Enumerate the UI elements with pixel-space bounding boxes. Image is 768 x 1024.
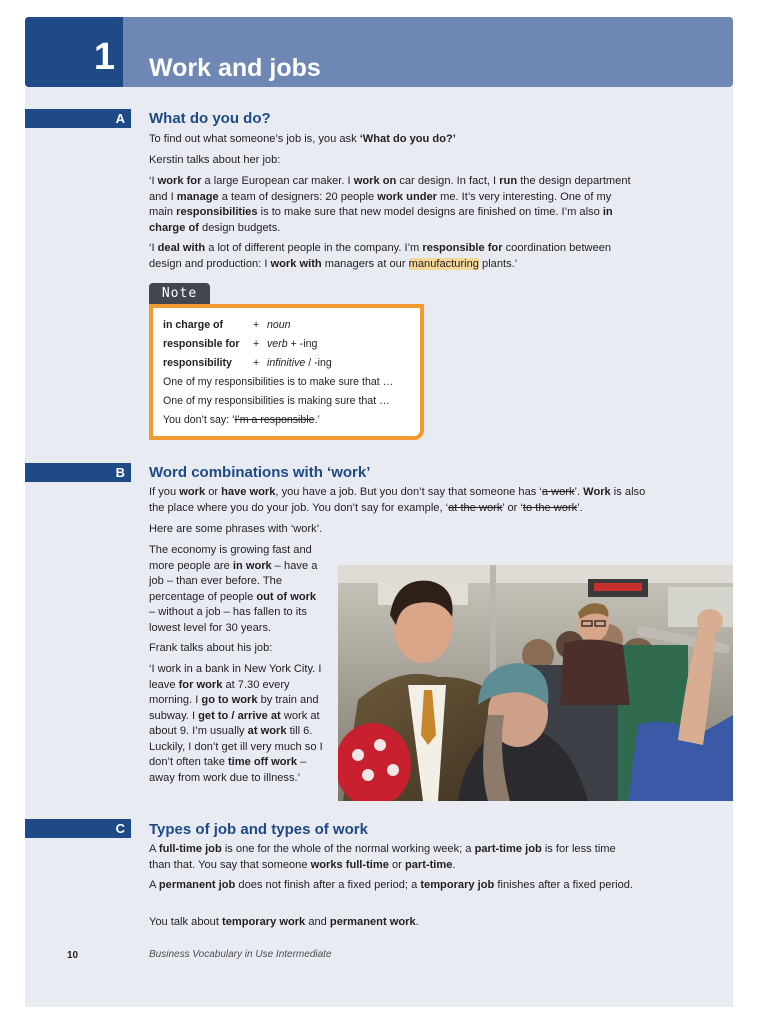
note-example: One of my responsibilities is to make sure that …	[163, 376, 394, 388]
unit-title: Work and jobs	[149, 54, 321, 82]
page-number: 10	[67, 950, 79, 961]
note-row: in charge of + noun	[163, 319, 291, 331]
section-c-tab	[25, 819, 131, 838]
section-a-quote-1: ‘I work for a large European car maker. I work on car design. In fact, I run the design department and I manage a team of designers: 20 people work under me. It’s very interesting. One of my main responsibilities is to make sure that new model designs are finished on time. I’m also in charge of design budgets.	[149, 175, 631, 234]
unit-header	[25, 17, 733, 87]
section-a-paragraph-1: To find out what someone’s job is, you ask ‘What do you do?’	[149, 133, 456, 145]
section-c-paragraph-2: A permanent job does not finish after a fixed period; a temporary job finishes after a fixed period.	[149, 879, 634, 891]
section-a-letter: A	[115, 111, 125, 126]
note-row: responsibility + infinitive / -ing	[163, 357, 332, 369]
section-b-paragraph-3: The economy is growing fast and more people are in work – have a job – than ever before. The percentage of people out of work – without a job – has fallen to its lowest level for 30 years.	[149, 544, 318, 634]
section-c-letter: C	[115, 821, 125, 836]
section-c-title: Types of job and types of work	[149, 821, 368, 838]
section-b-title: Word combinations with ‘work’	[149, 464, 371, 481]
section-c-paragraph-3: You talk about temporary work and permanent work.	[149, 916, 419, 928]
note-box	[149, 304, 424, 440]
section-a-tab	[25, 109, 131, 128]
note-example: One of my responsibilities is making sure that …	[163, 395, 390, 407]
section-a-title: What do you do?	[149, 110, 271, 127]
section-b-paragraph-4: Frank talks about his job:	[149, 642, 273, 654]
highlighted-word: manufacturing	[408, 257, 479, 270]
section-c-paragraph-1: A full-time job is one for the whole of the normal working week; a part-time job is for less time than that. You say that someone works full-time or part-time.	[149, 843, 616, 871]
note-row: responsible for + verb + -ing	[163, 338, 318, 350]
section-b-paragraph-1: If you work or have work, you have a job. But you don’t say that someone has ‘a work’. Work is also the place where you do your job. You don’t say for example, ‘at the work’ or ‘to the work’.	[149, 486, 646, 514]
note-label: Note	[149, 283, 210, 304]
section-b-tab	[25, 463, 131, 482]
section-a-paragraph-2: Kerstin talks about her job:	[149, 154, 281, 166]
section-b-quote: ‘I work in a bank in New York City. I leave for work at 7.30 every morning. I go to work by train and subway. I get to / arrive at work at about 9. I’m usually at work till 6. Luckily, I don’t get ill very much so I don’t often take time off work – away from work due to illness.’	[149, 663, 323, 784]
note-example: You don’t say: ‘I’m a responsible.’	[163, 414, 320, 426]
unit-number: 1	[93, 36, 115, 78]
subway-commuters-photo	[338, 565, 733, 801]
section-b-paragraph-2: Here are some phrases with ‘work’.	[149, 523, 323, 535]
unit-number-box	[25, 17, 123, 87]
section-b-letter: B	[115, 465, 125, 480]
book-title: Business Vocabulary in Use Intermediate	[149, 949, 332, 960]
section-a-quote-2: ‘I deal with a lot of different people in the company. I’m responsible for coordination between design and production: I work with managers at our manufacturing plants.’	[149, 242, 612, 270]
page	[25, 17, 733, 1007]
